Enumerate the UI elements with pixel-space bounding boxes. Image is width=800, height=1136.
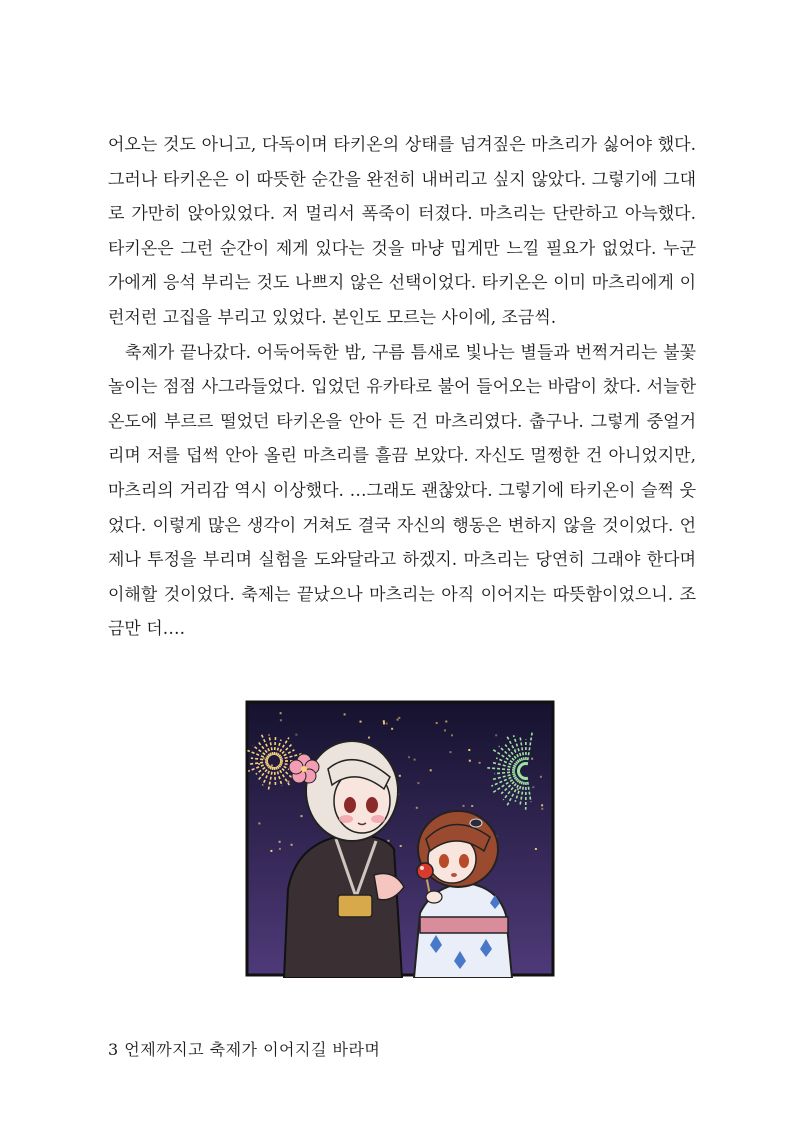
sparkle: [445, 721, 447, 723]
chapter-number: 3: [108, 1040, 119, 1059]
paragraph: 축제가 끝나갔다. 어둑어둑한 밤, 구름 틈새로 빛나는 별들과 번쩍거리는 불꽃놀이는 점점 사그라들었다. 입었던 유카타로 불어 들어오는 바람이 찼다. 서늘한 온도에 부르르 떨었던 타키온을 안아 든 건 마츠리였다. 춥구나. 그렇게 중얼거리며 저를 덥썩 안아 올린 마츠리를 흘끔 보았다. 자신도 멀쩡한 건 아니었지만, 마츠리의 거리감 역시 이상했다. …그래도 괜찮았다. 그렇기에 타키온이 슬쩍 웃었다. 이렇게 많은 생각이 거쳐도 결국 자신의 행동은 변하지 않을 것이었다. 언제나 투정을 부리며 실험을 도와달라고 하겠지. 마츠리는 당연히 그래야 한다며 이해할 것이었다. 축제는 끝났으나 마츠리는 아직 이어지는 따뜻함이었으니. 조금만 더….: [108, 342, 696, 640]
sparkle: [430, 769, 432, 771]
sparkle: [279, 841, 281, 843]
sparkle: [436, 722, 438, 724]
sparkle: [344, 713, 346, 715]
sparkle: [391, 728, 393, 730]
sparkle: [468, 749, 470, 751]
sparkle: [531, 758, 533, 760]
sparkle: [258, 822, 260, 824]
sparkle: [295, 734, 297, 736]
paragraph: 어오는 것도 아니고, 다독이며 타키온의 상태를 넘겨짚은 마츠리가 싫어야 했다. 그러나 타키온은 이 따뜻한 순간을 완전히 내버리고 싶지 않았다. 그렇기에 그대로 가만히 앉아있었다. 저 멀리서 폭죽이 터졌다. 마츠리는 단란하고 아늑했다. 타키온은 그런 순간이 제게 있다는 것을 마냥 밉게만 느낄 필요가 없었다. 누군가에게 응석 부리는 것도 나쁘지 않은 선택이었다. 타키온은 이미 마츠리에게 이런저런 고집을 부리고 있었다. 본인도 모르는 사이에, 조금씩.: [108, 135, 696, 328]
sparkle: [263, 758, 265, 760]
sparkle: [444, 729, 446, 731]
sparkle: [279, 848, 281, 850]
chapter-footer: [108, 1040, 380, 1060]
sparkle: [541, 808, 543, 810]
sparkle: [280, 712, 282, 714]
sparkle: [398, 717, 400, 719]
illustration: [244, 699, 556, 978]
sparkle: [532, 786, 534, 788]
sparkle: [397, 719, 399, 721]
body-text: [108, 128, 696, 647]
sparkle: [463, 805, 465, 807]
sparkle: [414, 759, 416, 761]
sparkle: [291, 844, 293, 846]
sparkle: [368, 737, 370, 739]
sparkle: [383, 720, 385, 722]
sparkle: [540, 776, 542, 778]
sparkle: [287, 781, 289, 783]
sparkle: [280, 719, 282, 721]
sparkle: [535, 848, 537, 850]
sparkle: [400, 845, 402, 847]
sparkle: [301, 815, 303, 817]
sparkle: [271, 764, 273, 766]
sparkle: [450, 751, 452, 753]
sparkle: [270, 850, 272, 852]
chapter-title: 언제까지고 축제가 이어지길 바라며: [124, 1040, 381, 1059]
sparkle: [408, 756, 410, 758]
sparkle: [360, 721, 362, 723]
sparkle: [469, 760, 471, 762]
sparkle: [451, 734, 453, 736]
sparkle: [416, 807, 418, 809]
sparkle: [495, 734, 497, 736]
sparkle: [541, 804, 543, 806]
sparkle: [383, 722, 385, 724]
sparkle: [399, 775, 401, 777]
sparkle: [471, 805, 473, 807]
sparkle: [517, 788, 519, 790]
sparkle: [258, 763, 260, 765]
sparkle: [479, 762, 481, 764]
sparkle: [386, 723, 388, 725]
tall-figure: [284, 741, 404, 978]
sparkle: [417, 782, 419, 784]
